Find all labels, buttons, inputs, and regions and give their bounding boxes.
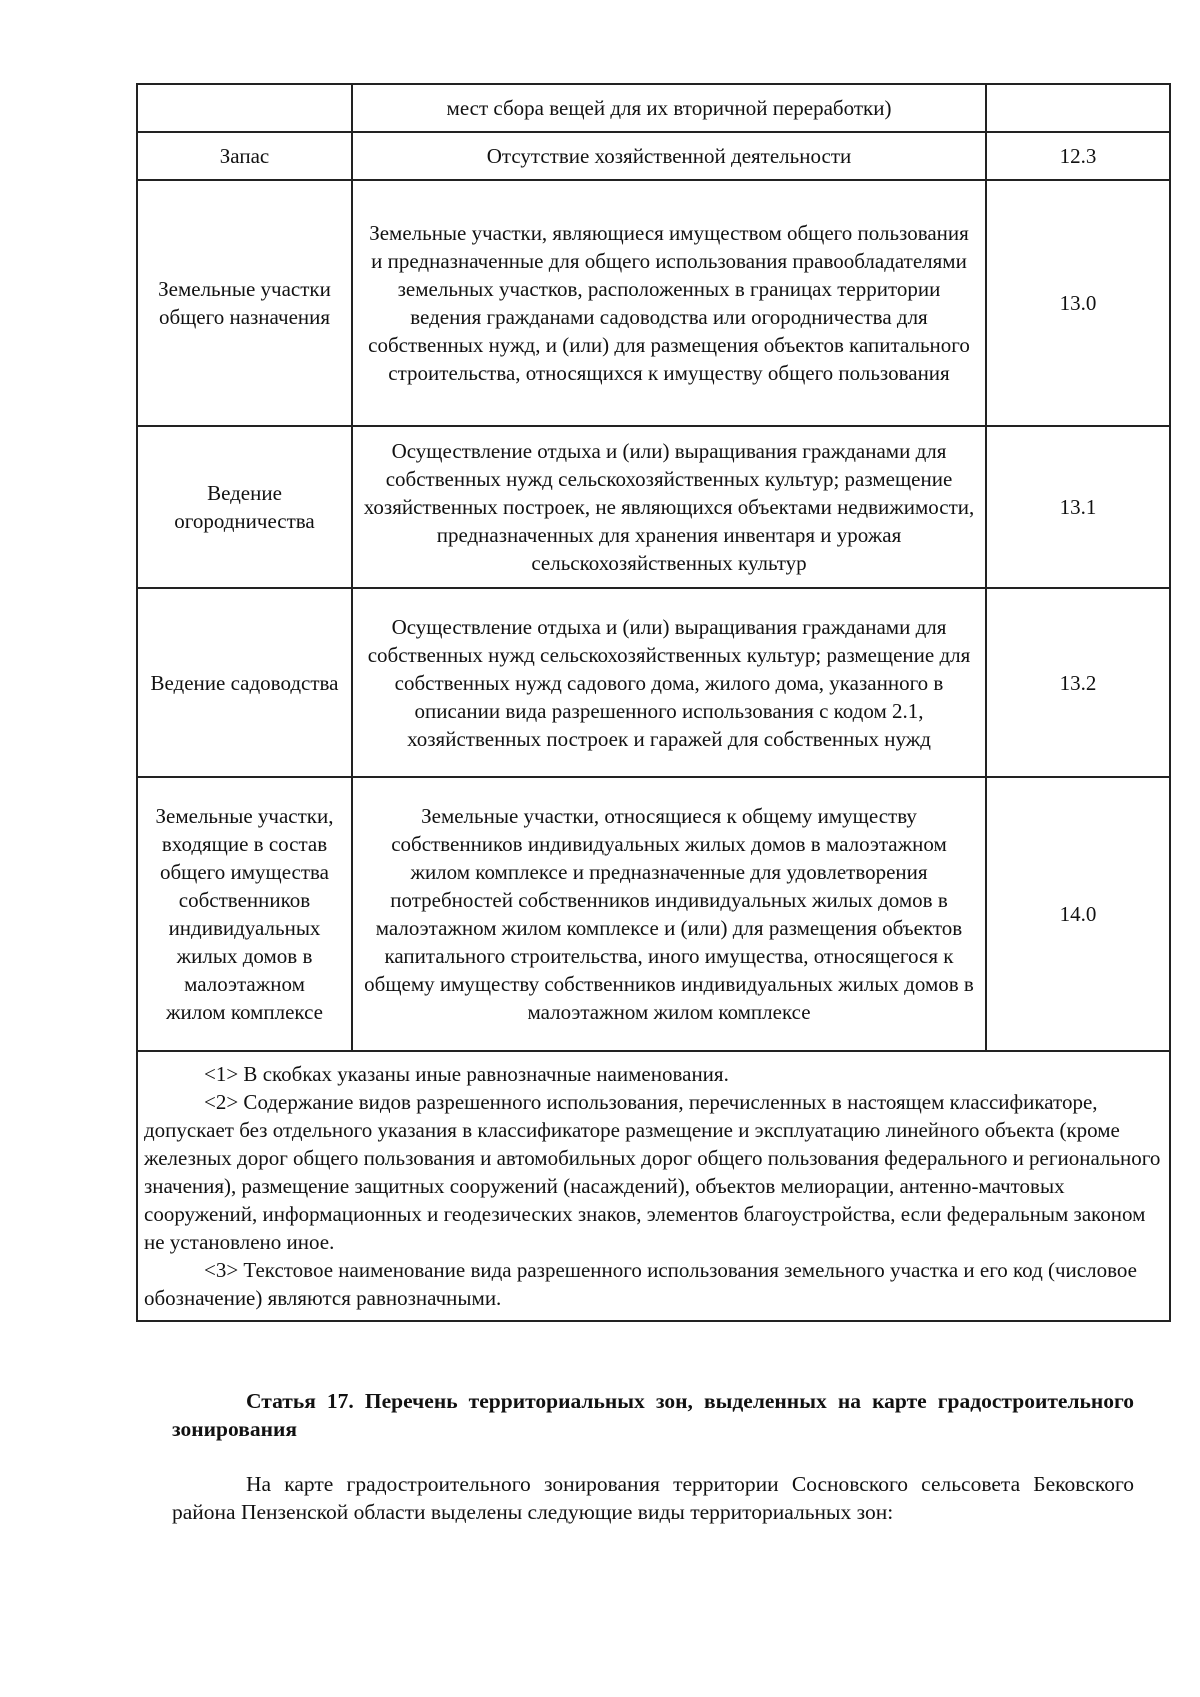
use-name-cell <box>137 84 352 132</box>
table-row <box>137 84 1170 132</box>
table-row <box>137 426 1170 588</box>
article-title: Статья 17. Перечень территориальных зон, выделенных на карте градостроительного зонирования <box>172 1389 1134 1441</box>
table-row <box>137 777 1170 1051</box>
table-row <box>137 588 1170 777</box>
use-description-cell: Земельные участки, относящиеся к общему имуществу собственников индивидуальных жилых домов в малоэтажном жилом комплексе и предназначенные для удовлетворения потребностей собственников индивидуальных жилых домов в малоэтажном жилом комплексе и (или) для размещения объектов капитального строительства, иного имущества, относящегося к общему имуществу собственников индивидуальных жилых домов в малоэтажном жилом комплексе <box>352 777 986 1051</box>
use-code-cell <box>986 84 1170 132</box>
use-name-cell: Земельные участки, входящие в состав общего имущества собственников индивидуальных жилых домов в малоэтажном жилом комплексе <box>137 777 352 1051</box>
table-notes <box>137 1051 1170 1321</box>
use-description-cell: Осуществление отдыха и (или) выращивания гражданами для собственных нужд сельскохозяйственных культур; размещение для собственных нужд садового дома, жилого дома, указанного в описании вида разрешенного использования с кодом 2.1, хозяйственных построек и гаражей для собственных нужд <box>352 588 986 777</box>
use-code-cell: 14.0 <box>986 777 1170 1051</box>
use-code-cell: 13.1 <box>986 426 1170 588</box>
footnote-1: <1> В скобках указаны иные равнозначные наименования. <box>204 1062 729 1086</box>
table-row <box>137 132 1170 180</box>
table-notes-row <box>137 1051 1170 1321</box>
use-description-cell: мест сбора вещей для их вторичной переработки) <box>352 84 986 132</box>
use-name-cell: Запас <box>137 132 352 180</box>
use-name-cell: Земельные участки общего назначения <box>137 180 352 426</box>
use-description-cell: Земельные участки, являющиеся имуществом общего пользования и предназначенные для общего использования правообладателями земельных участков, расположенных в границах территории ведения гражданами садоводства или огородничества для собственных нужд, и (или) для размещения объектов капитального строительства, относящихся к имуществу общего пользования <box>352 180 986 426</box>
article-paragraph: На карте градостроительного зонирования территории Сосновского сельсовета Бековского района Пензенской области выделены следующие виды территориальных зон: <box>172 1472 1134 1524</box>
use-name-cell: Ведение огородничества <box>137 426 352 588</box>
use-description-cell: Осуществление отдыха и (или) выращивания гражданами для собственных нужд сельскохозяйственных культур; размещение хозяйственных построек, не являющихся объектами недвижимости, предназначенных для хранения инвентаря и урожая сельскохозяйственных культур <box>352 426 986 588</box>
footnote-2: <2> Содержание видов разрешенного использования, перечисленных в настоящем классификаторе, допускает без отдельного указания в классификаторе размещение и эксплуатацию линейного объекта (кроме железных дорог общего пользования и автомобильных дорог общего пользования федерального и регионального значения), размещение защитных сооружений (насаждений), объектов мелиорации, антенно-мачтовых сооружений, информационных и геодезических знаков, элементов благоустройства, если федеральным законом не установлено иное. <box>144 1090 1161 1254</box>
table-row <box>137 180 1170 426</box>
land-use-classifier-table <box>136 83 1171 1322</box>
use-code-cell: 12.3 <box>986 132 1170 180</box>
use-name-cell: Ведение садоводства <box>137 588 352 777</box>
use-code-cell: 13.2 <box>986 588 1170 777</box>
use-code-cell: 13.0 <box>986 180 1170 426</box>
footnote-3: <3> Текстовое наименование вида разрешенного использования земельного участка и его код (числовое обозначение) являются равнозначными. <box>144 1258 1137 1310</box>
use-description-cell: Отсутствие хозяйственной деятельности <box>352 132 986 180</box>
